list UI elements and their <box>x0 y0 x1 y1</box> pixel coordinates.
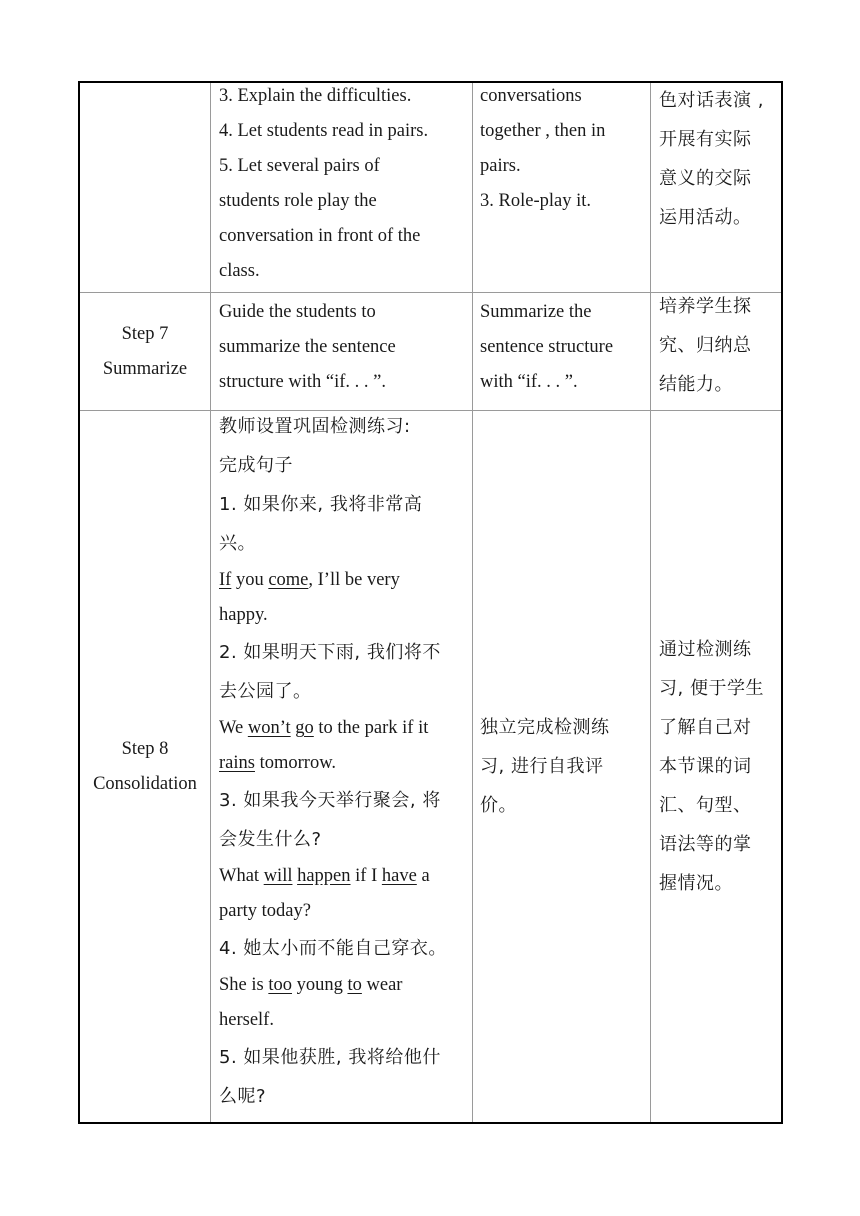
text-line: 培养学生探 <box>659 296 752 317</box>
lesson-plan-table <box>78 81 783 1124</box>
step-cell <box>80 293 210 410</box>
text-line: class. <box>219 261 260 281</box>
table-row <box>80 411 781 1122</box>
text-line: 握情况。 <box>659 873 733 894</box>
text-line: 会发生什么? <box>219 829 322 850</box>
answer-blank: come <box>268 570 309 590</box>
text-line: 兴。 <box>219 533 256 554</box>
table-row <box>80 293 781 411</box>
text-line: 语法等的掌 <box>659 834 752 855</box>
answer-blank: to <box>347 975 362 995</box>
teacher-activity-cell <box>210 83 472 292</box>
text-line: 运用活动。 <box>659 207 752 228</box>
teacher-activity-cell <box>210 411 472 1122</box>
text-line: pairs. <box>480 156 521 176</box>
design-purpose-cell <box>650 293 781 410</box>
sentence-line: rains tomorrow. <box>219 753 336 773</box>
sentence-line: She is too young to wear <box>219 975 403 995</box>
text-line: happy. <box>219 605 268 625</box>
text-line: 4. 她太小而不能自己穿衣。 <box>219 938 447 959</box>
text-line: 3. Role-play it. <box>480 191 591 211</box>
student-activity-cell <box>472 83 650 292</box>
text-line: with “if. . . ”. <box>480 372 578 392</box>
teacher-activity-cell <box>210 293 472 410</box>
answer-blank: go <box>295 718 314 738</box>
text-line: Guide the students to <box>219 302 376 322</box>
answer-blank: rains <box>219 753 255 773</box>
step-number: Step 7 <box>121 323 169 344</box>
sentence-line: We won’t go to the park if it <box>219 718 429 738</box>
text-line: 开展有实际 <box>659 129 752 150</box>
text-line: 究、归纳总 <box>659 335 752 356</box>
text-line: 独立完成检测练 <box>480 717 610 738</box>
text-line: 5. 如果他获胜, 我将给他什 <box>219 1047 441 1068</box>
text-line: 么呢? <box>219 1086 267 1107</box>
text-line: 汇、句型、 <box>659 795 752 816</box>
text-line: 色对话表演 , <box>659 90 764 111</box>
text-line: 3. 如果我今天举行聚会, 将 <box>219 790 441 811</box>
text-line: 教师设置巩固检测练习: <box>219 416 411 437</box>
text-line: party today? <box>219 901 311 921</box>
text-line: students role play the <box>219 191 377 211</box>
answer-blank: will <box>263 866 293 886</box>
text-line: Summarize the <box>480 302 592 322</box>
step-cell <box>80 411 210 1122</box>
text-line: 价。 <box>480 795 517 816</box>
student-activity-cell <box>472 293 650 410</box>
text-line: 完成句子 <box>219 455 293 476</box>
text-line: herself. <box>219 1010 274 1030</box>
text-line: summarize the sentence <box>219 337 396 357</box>
step-number: Step 8 <box>121 738 169 759</box>
text-line: structure with “if. . . ”. <box>219 372 386 392</box>
text-line: 1. 如果你来, 我将非常高 <box>219 494 423 515</box>
sentence-line: If you come, I’ll be very <box>219 570 400 590</box>
text-line: sentence structure <box>480 337 614 357</box>
text-line: 结能力。 <box>659 374 733 395</box>
answer-blank: If <box>219 570 232 590</box>
table-row <box>80 83 781 293</box>
student-activity-cell <box>472 411 650 1122</box>
text-line: 本节课的词 <box>659 756 752 777</box>
text-line: conversations <box>480 86 582 106</box>
sentence-line: What will happen if I have a <box>219 866 430 886</box>
design-purpose-cell <box>650 411 781 1122</box>
step-cell <box>80 83 210 292</box>
step-title: Summarize <box>102 358 188 379</box>
text-line: 去公园了。 <box>219 681 312 702</box>
design-purpose-cell <box>650 83 781 292</box>
text-line: 意义的交际 <box>659 168 752 189</box>
answer-blank: too <box>268 975 292 995</box>
text-line: 习, 进行自我评 <box>480 756 604 777</box>
answer-blank: won’t <box>247 718 291 738</box>
text-line: 4. Let students read in pairs. <box>219 121 429 141</box>
text-line: 了解自己对 <box>659 717 752 738</box>
answer-blank: have <box>381 866 417 886</box>
step-title: Consolidation <box>93 773 197 794</box>
text-line: 习, 便于学生 <box>659 678 764 699</box>
text-line: conversation in front of the <box>219 226 421 246</box>
text-line: together , then in <box>480 121 606 141</box>
answer-blank: happen <box>297 866 351 886</box>
text-line: 5. Let several pairs of <box>219 156 380 176</box>
text-line: 3. Explain the difficulties. <box>219 86 412 106</box>
text-line: 通过检测练 <box>659 639 752 660</box>
text-line: 2. 如果明天下雨, 我们将不 <box>219 642 441 663</box>
